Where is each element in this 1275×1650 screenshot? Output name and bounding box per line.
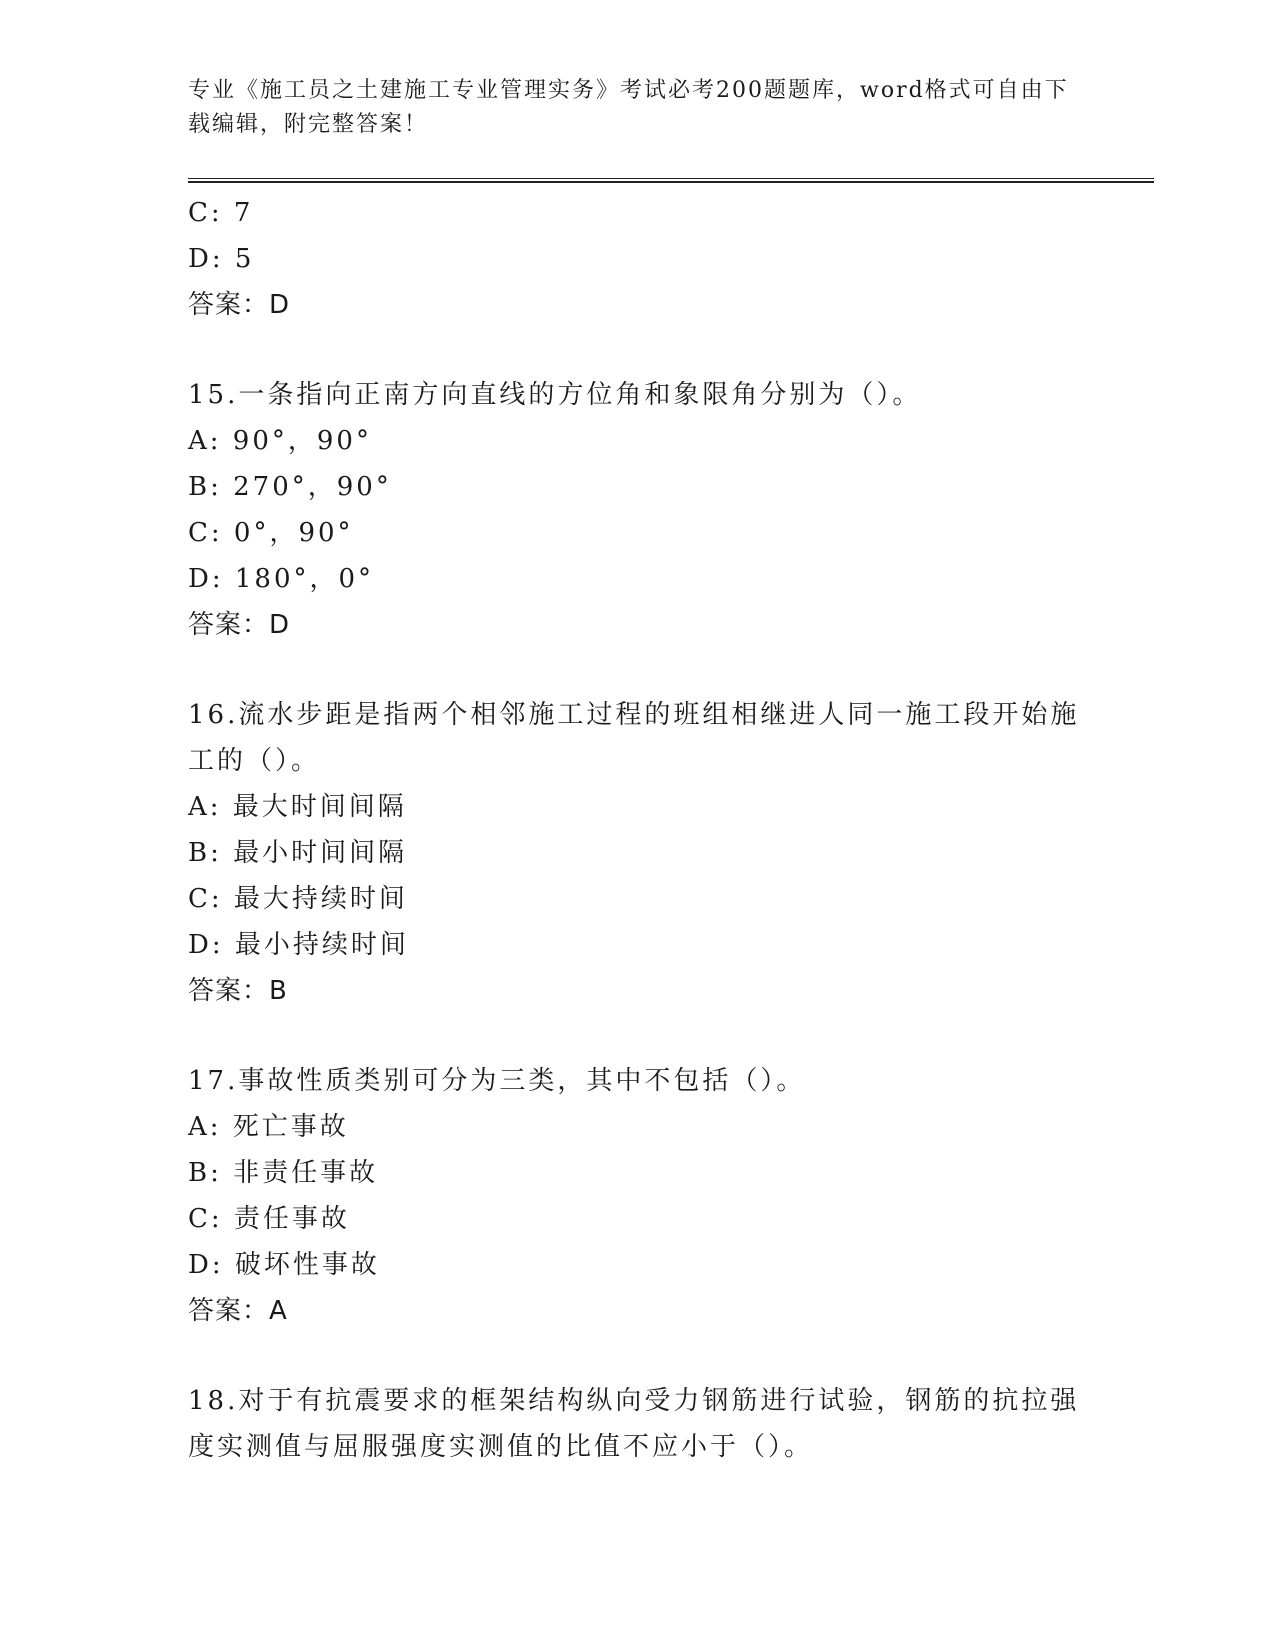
answer-line: 答案：D: [188, 610, 291, 640]
answer-line: 答案：A: [188, 1296, 288, 1326]
page-header: 专业《施工员之土建施工专业管理实务》考试必考200题题库，word格式可自由下载编辑，附完整答案！: [188, 78, 1069, 137]
answer-line: 答案：D: [188, 290, 291, 320]
question-18: [188, 1378, 1088, 1470]
question-stem: 15.一条指向正南方向直线的方位角和象限角分别为（）。: [188, 380, 922, 410]
answer-line: 答案：B: [188, 976, 288, 1006]
option-c: C: 最大持续时间: [188, 884, 408, 914]
option-a: A: 最大时间间隔: [188, 792, 407, 822]
question-17: [188, 1058, 1088, 1334]
option-d: D: 5: [188, 244, 255, 274]
question-15: [188, 372, 1088, 648]
question-stem: 18.对于有抗震要求的框架结构纵向受力钢筋进行试验，钢筋的抗拉强度实测值与屈服强度实测值的比值不应小于（）。: [188, 1386, 1080, 1462]
option-b: B: 非责任事故: [188, 1158, 379, 1188]
option-d: D: 最小持续时间: [188, 930, 409, 960]
option-c: C: 责任事故: [188, 1204, 350, 1234]
option-a: A: 死亡事故: [188, 1112, 349, 1142]
option-c: C: 0°，90°: [188, 518, 354, 548]
option-a: A: 90°，90°: [188, 426, 372, 456]
question-stem: 16.流水步距是指两个相邻施工过程的班组相继进人同一施工段开始施工的（）。: [188, 700, 1080, 776]
option-c: C: 7: [188, 198, 254, 228]
option-b: B: 270°，90°: [188, 472, 392, 502]
question-list: [188, 190, 1088, 1470]
question-stem: 17.事故性质类别可分为三类，其中不包括（）。: [188, 1066, 806, 1096]
option-d: D: 破坏性事故: [188, 1250, 380, 1280]
option-d: D: 180°，0°: [188, 564, 375, 594]
header-divider: [188, 178, 1154, 183]
option-b: B: 最小时间间隔: [188, 838, 408, 868]
question-16: [188, 692, 1088, 1014]
